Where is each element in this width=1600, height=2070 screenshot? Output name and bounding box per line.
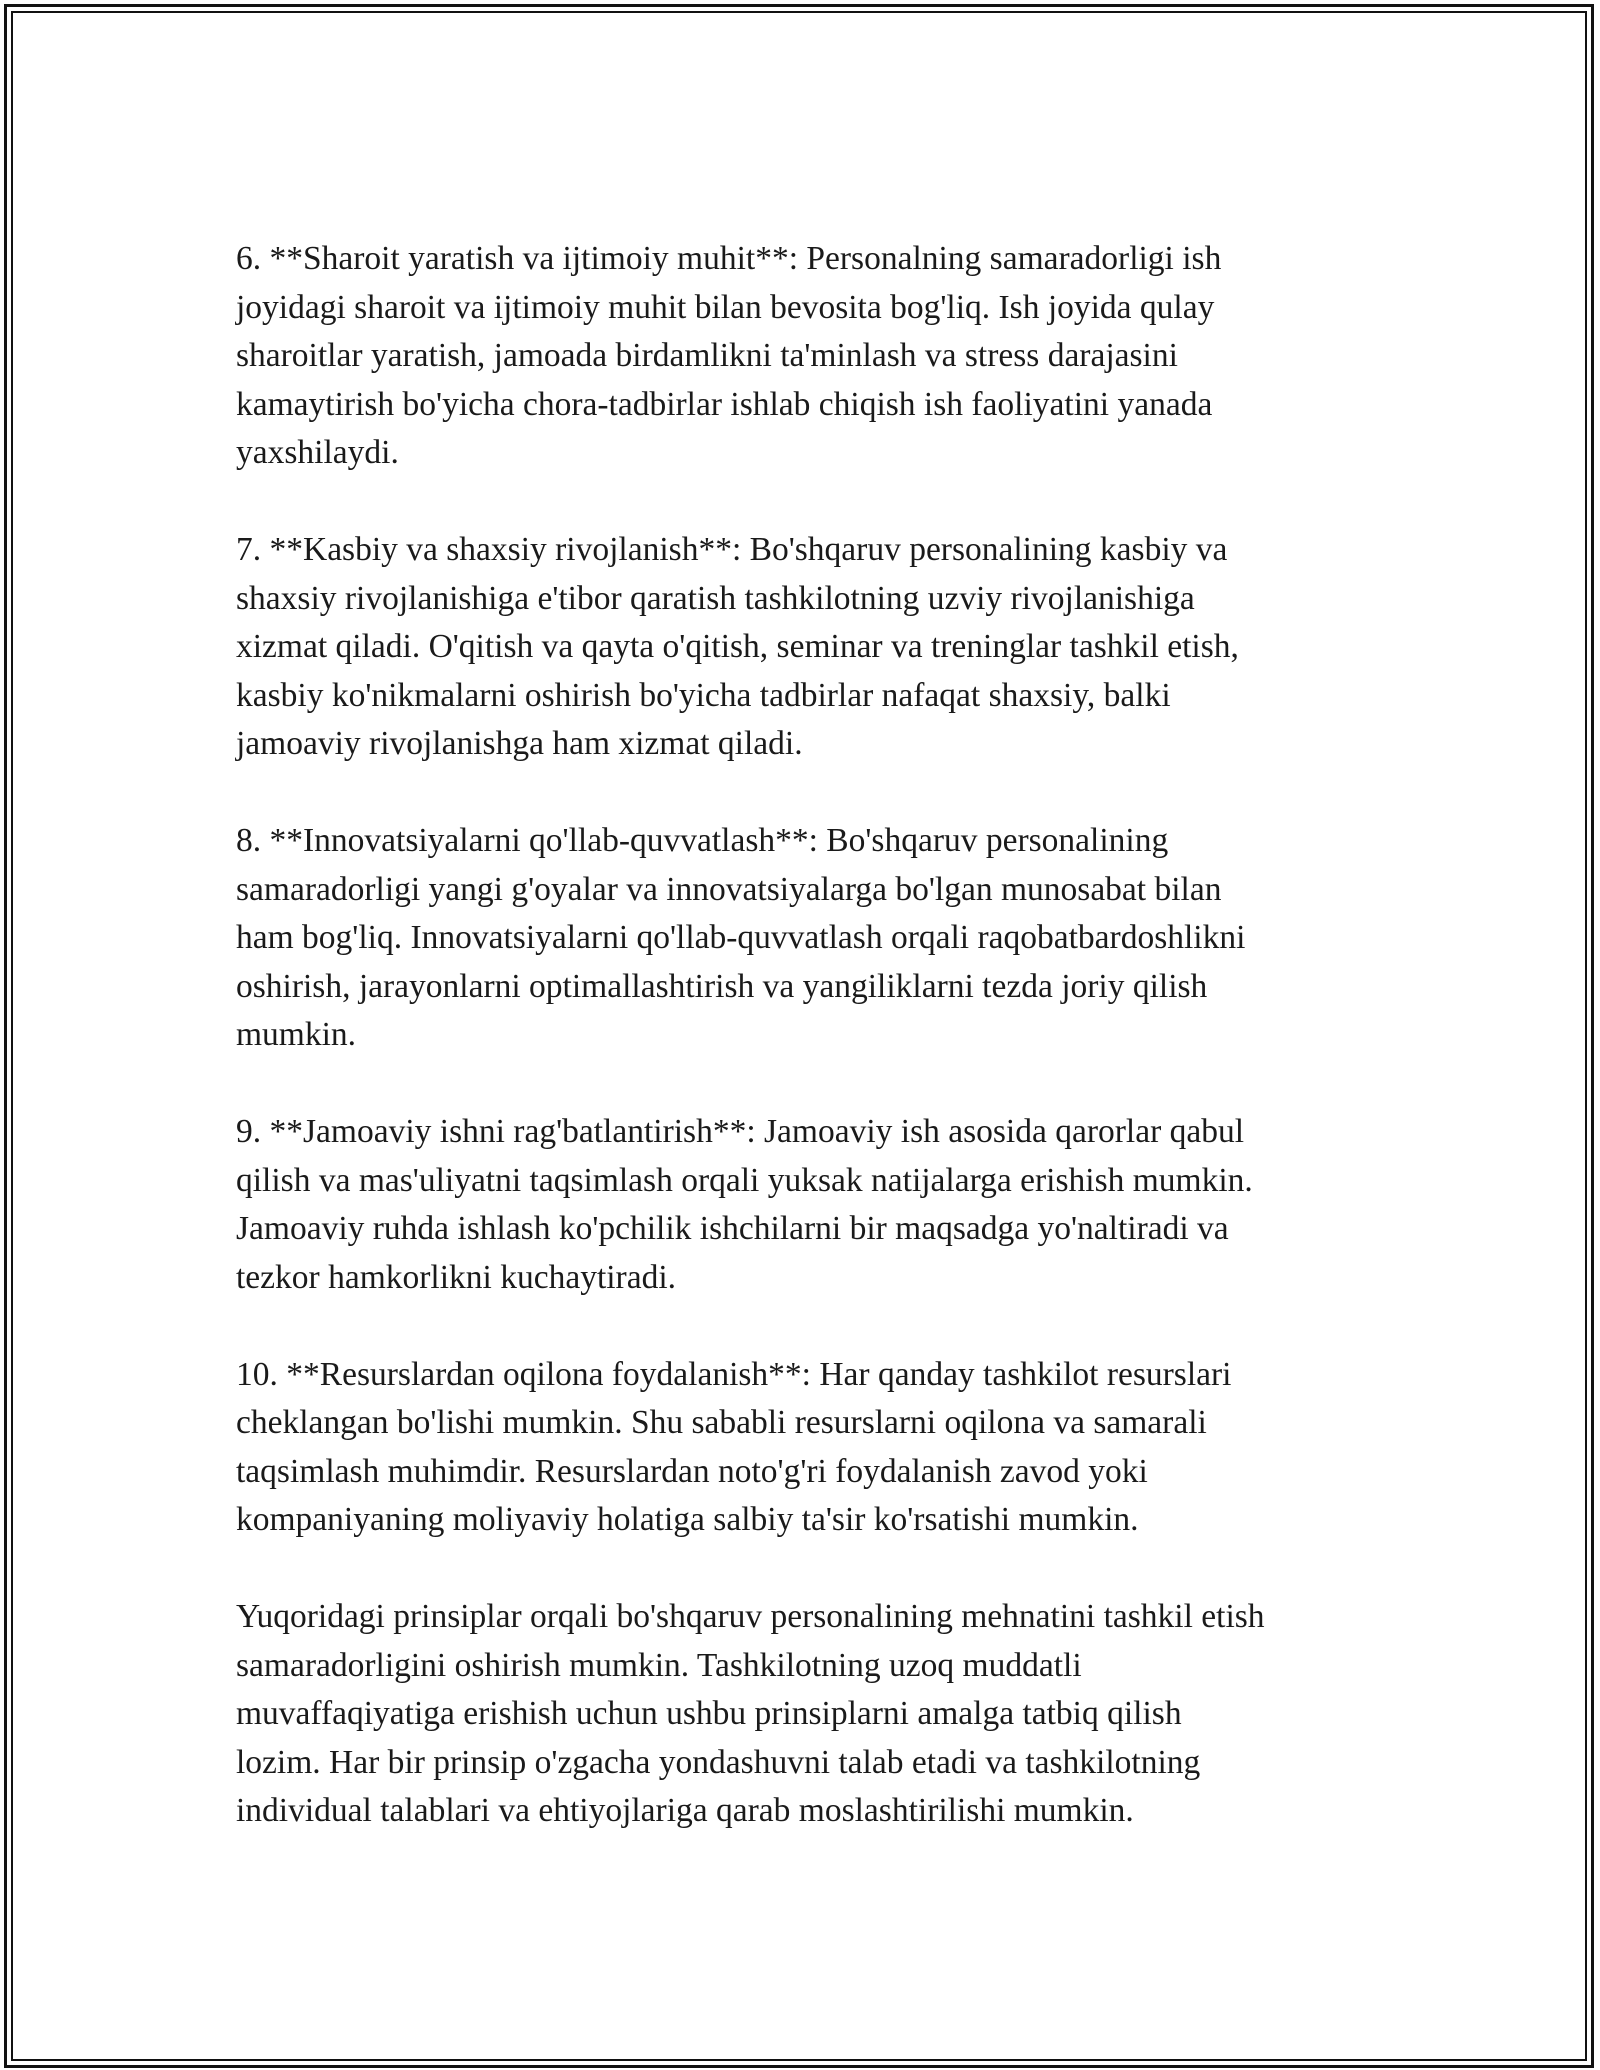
text-line: jamoaviy rivojlanishga ham xizmat qiladi.	[236, 725, 803, 762]
paragraph-conclusion	[236, 1593, 1386, 1836]
text-line: 8. **Innovatsiyalarni qo'llab-quvvatlash**: Bo'shqaruv personalining	[236, 822, 1169, 859]
text-line: joyidagi sharoit va ijtimoiy muhit bilan bevosita bog'liq. Ish joyida qulay	[236, 288, 1215, 326]
text-line: Yuqoridagi prinsiplar orqali bo'shqaruv personalining mehnatini tashkil etish	[236, 1598, 1265, 1635]
text-line: ham bog'liq. Innovatsiyalarni qo'llab-quvvatlash orqali raqobatbardoshlikni	[236, 919, 1246, 956]
text-line: 10. **Resurslardan oqilona foydalanish**: Har qanday tashkilot resurslari	[236, 1355, 1232, 1393]
text-line: 6. **Sharoit yaratish va ijtimoiy muhit**: Personalning samaradorligi ish	[236, 240, 1222, 277]
text-line: taqsimlash muhimdir. Resurslardan noto'g'ri foydalanish zavod yoki	[236, 1452, 1148, 1490]
text-line: kasbiy ko'nikmalarni oshirish bo'yicha tadbirlar nafaqat shaxsiy, balki	[236, 676, 1171, 714]
paragraph-principle-9	[236, 1108, 1386, 1302]
document-body	[236, 235, 1386, 1884]
text-line: cheklangan bo'lishi mumkin. Shu sababli resurslarni oqilona va samarali	[236, 1404, 1207, 1441]
text-line: lozim. Har bir prinsip o'zgacha yondashuvni talab etadi va tashkilotning	[236, 1743, 1201, 1781]
text-line: yaxshilaydi.	[236, 434, 399, 471]
text-line: muvaffaqiyatiga erishish uchun ushbu prinsiplarni amalga tatbiq qilish	[236, 1695, 1182, 1732]
paragraph-principle-7	[236, 526, 1386, 769]
text-line: oshirish, jarayonlarni optimallashtirish va yangiliklarni tezda joriy qilish	[236, 967, 1208, 1005]
text-line: kamaytirish bo'yicha chora-tadbirlar ishlab chiqish ish faoliyatini yanada	[236, 385, 1213, 423]
paragraph-principle-6	[236, 235, 1386, 478]
paragraph-principle-8	[236, 817, 1386, 1060]
text-line: tezkor hamkorlikni kuchaytiradi.	[236, 1258, 677, 1296]
paragraph-principle-10	[236, 1351, 1386, 1545]
text-line: samaradorligi yangi g'oyalar va innovatsiyalarga bo'lgan munosabat bilan	[236, 870, 1222, 908]
text-line: kompaniyaning moliyaviy holatiga salbiy ta'sir ko'rsatishi mumkin.	[236, 1501, 1139, 1538]
text-line: sharoitlar yaratish, jamoada birdamlikni ta'minlash va stress darajasini	[236, 337, 1178, 374]
text-line: 7. **Kasbiy va shaxsiy rivojlanish**: Bo'shqaruv personalining kasbiy va	[236, 531, 1228, 568]
text-line: Jamoaviy ruhda ishlash ko'pchilik ishchilarni bir maqsadga yo'naltiradi va	[236, 1210, 1229, 1247]
text-line: individual talablari va ehtiyojlariga qarab moslashtirilishi mumkin.	[236, 1792, 1134, 1829]
text-line: 9. **Jamoaviy ishni rag'batlantirish**: Jamoaviy ish asosida qarorlar qabul	[236, 1113, 1245, 1150]
text-line: shaxsiy rivojlanishiga e'tibor qaratish tashkilotning uzviy rivojlanishiga	[236, 579, 1195, 617]
text-line: mumkin.	[236, 1016, 357, 1053]
text-line: samaradorligini oshirish mumkin. Tashkilotning uzoq muddatli	[236, 1646, 1082, 1684]
text-line: xizmat qiladi. O'qitish va qayta o'qitish, seminar va treninglar tashkil etish,	[236, 628, 1239, 665]
text-line: qilish va mas'uliyatni taqsimlash orqali yuksak natijalarga erishish mumkin.	[236, 1161, 1253, 1199]
